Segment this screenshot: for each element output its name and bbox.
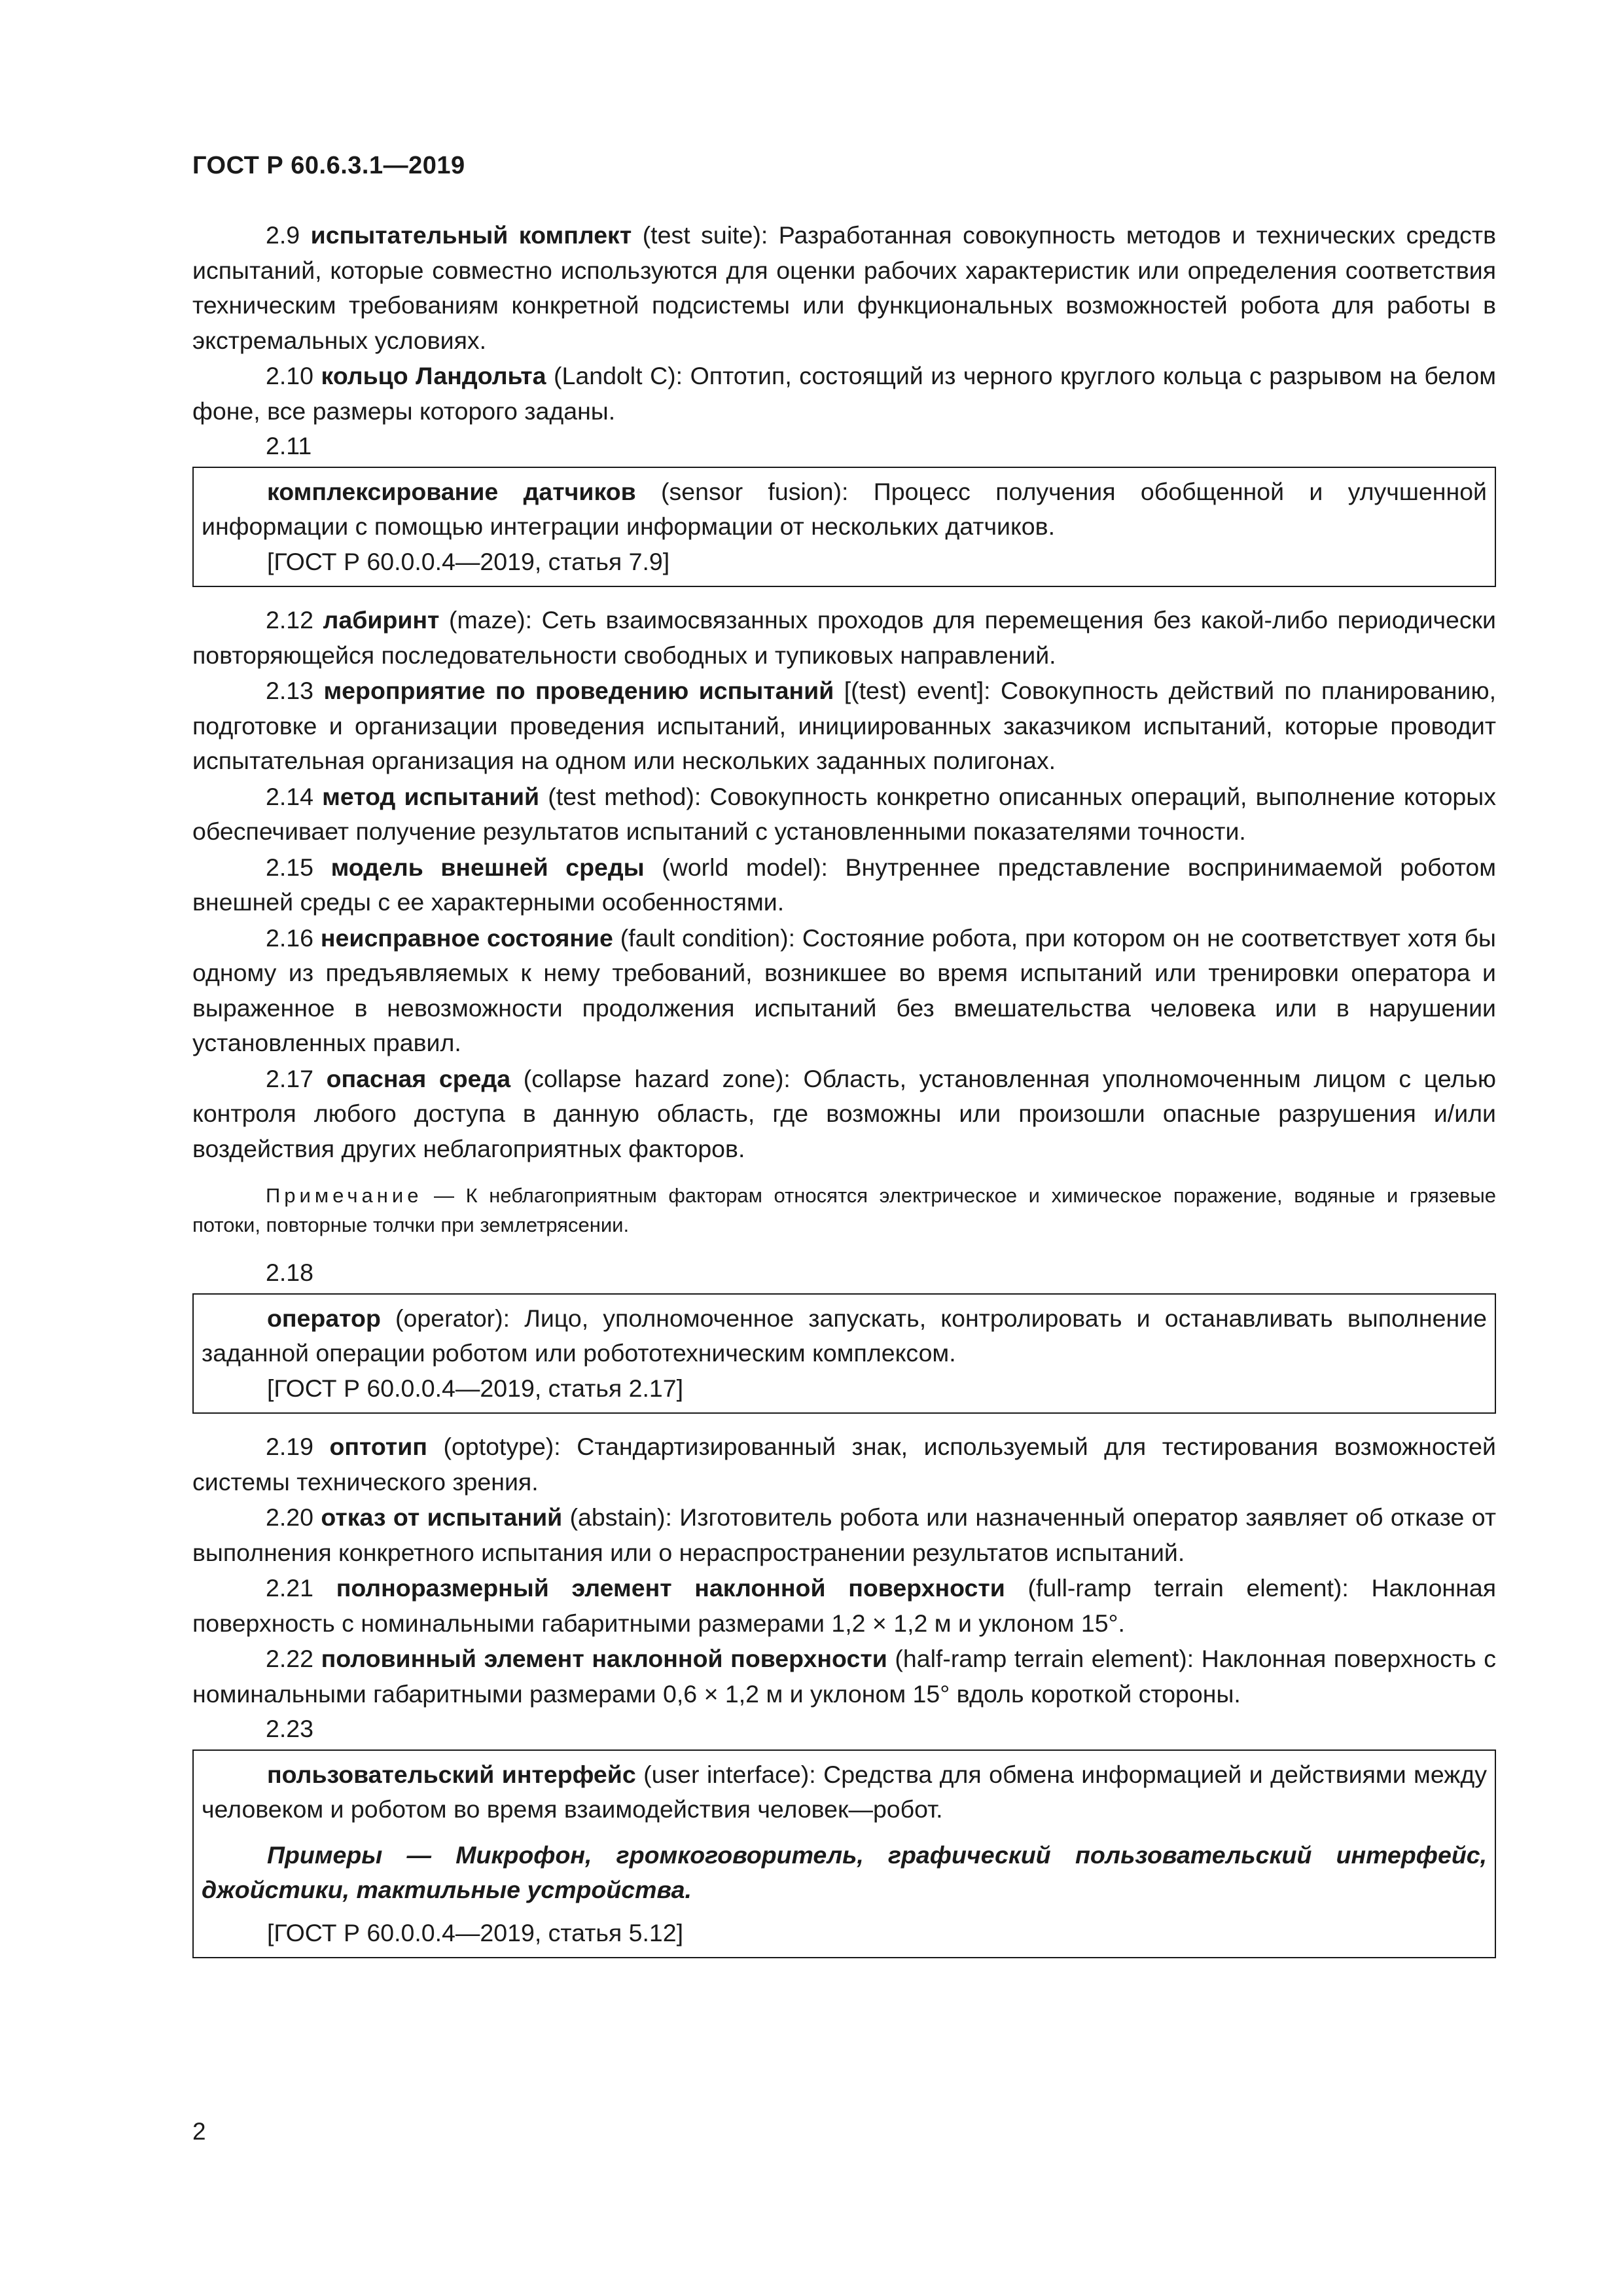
term-entry-2-12 [192, 603, 1496, 673]
term-entry-2-9 [192, 218, 1496, 358]
entry-number-2-11: 2.11 [266, 432, 312, 459]
term-definition: (Landolt C): Оптотип, состоящий из черного круглого кольца с разрывом на белом фоне, все размеры которого заданы. [192, 362, 1496, 425]
term-entry-2-22 [192, 1641, 1496, 1712]
boxed-definition [202, 475, 1487, 545]
entry-number-2-18: 2.18 [266, 1259, 313, 1286]
boxed-definition [202, 1757, 1487, 1827]
term-title: модель внешней среды [330, 853, 645, 881]
entry-number: 2.15 [266, 853, 313, 881]
term-definition: (optotype): Стандартизированный знак, используемый для тестирования возможностей системы технического зрения. [192, 1433, 1496, 1496]
term-title: комплексирование датчиков [267, 477, 636, 505]
entry-number: 2.20 [266, 1503, 313, 1531]
document-body [192, 218, 1496, 1974]
term-definition: (abstain): Изготовитель робота или назначенный оператор заявляет об отказе от выполнения конкретного испытания или о нераспространении результатов испытаний. [192, 1503, 1497, 1566]
term-definition: (world model): Внутреннее представление воспринимаемой роботом внешней среды с ее характерными особенностями. [192, 853, 1496, 916]
term-title: метод испытаний [322, 782, 540, 810]
term-title: опасная среда [326, 1064, 511, 1092]
term-definition: (maze): Сеть взаимосвязанных проходов для перемещения без какой-либо периодически повторяющейся последовательности свободных и тупиковых направлений. [192, 606, 1497, 669]
entry-number: 2.19 [266, 1433, 313, 1460]
source-reference: [ГОСТ Р 60.0.0.4—2019, статья 5.12] [267, 1918, 684, 1946]
entry-number: 2.13 [266, 677, 313, 704]
entry-number: 2.17 [266, 1064, 313, 1092]
term-entry-2-20 [192, 1500, 1496, 1570]
term-definition: (half-ramp terrain element): Наклонная поверхность с номинальными габаритными размерами 0,6 × 1,2 м и уклоном 15° вдоль короткой стороны. [192, 1645, 1496, 1708]
entry-number: 2.9 [266, 221, 300, 249]
term-title: мероприятие по проведению испытаний [323, 677, 834, 704]
term-title: кольцо Ландольта [321, 362, 546, 389]
source-reference: [ГОСТ Р 60.0.0.4—2019, статья 2.17] [267, 1374, 684, 1402]
entry-number: 2.10 [266, 362, 313, 389]
term-title: оптотип [329, 1433, 427, 1460]
boxed-term-2-23 [192, 1749, 1496, 1959]
term-title: пользовательский интерфейс [267, 1760, 636, 1788]
term-title: половинный элемент наклонной поверхности [321, 1645, 887, 1672]
document-code: ГОСТ Р 60.6.3.1—2019 [192, 152, 465, 179]
term-definition: (collapse hazard zone): Область, установленная уполномоченным лицом с целью контроля любого доступа в данную область, где возможны или произошли опасные разрушения и/или воздействия других неблагоприятных факторов. [192, 1064, 1496, 1162]
examples-text: Примеры — Микрофон, громкоговоритель, графический пользовательский интерфейс, джойстики, тактильные устройства. [202, 1840, 1487, 1903]
term-definition: (fault condition): Состояние робота, при котором он не соответствует хотя бы одному из предъявляемых к нему требований, возникшее во время испытаний или тренировки оператора и выраженное в невозможности продолжения испытаний без вмешательства человека или в нарушении установленных правил. [192, 924, 1496, 1056]
term-definition: [(test) event]: Совокупность действий по планированию, подготовке и организации проведения испытаний, инициированных заказчиком испытаний, которые проводит испытательная организация на одном или нескольких заданных полигонах. [192, 677, 1497, 774]
note-label: Примечание [266, 1184, 423, 1207]
term-entry-2-17 [192, 1062, 1496, 1167]
entry-number: 2.22 [266, 1645, 313, 1672]
term-entry-2-10 [192, 359, 1496, 429]
term-title: лабиринт [323, 606, 440, 634]
term-title: испытательный комплект [310, 221, 632, 249]
term-definition: (test suite): Разработанная совокупность методов и технических средств испытаний, которые совместно используются для оценки рабочих характеристик или определения соответствия техническим требованиям конкретной подсистемы или функциональных возможностей робота для работы в экстремальных условиях. [192, 221, 1496, 354]
boxed-definition [202, 1301, 1487, 1371]
boxed-term-2-18 [192, 1293, 1496, 1414]
entry-number: 2.16 [266, 924, 313, 952]
term-entry-2-15 [192, 850, 1496, 920]
term-title: неисправное состояние [320, 924, 613, 952]
source-reference: [ГОСТ Р 60.0.0.4—2019, статья 7.9] [267, 547, 670, 575]
entry-number-2-23: 2.23 [266, 1715, 313, 1742]
note-2-17 [192, 1181, 1496, 1240]
term-definition: (test method): Совокупность конкретно описанных операций, выполнение которых обеспечивает получение результатов испытаний с установленными показателями точности. [192, 782, 1496, 845]
term-entry-2-21 [192, 1571, 1496, 1641]
term-definition: (sensor fusion): Процесс получения обобщенной и улучшенной информации с помощью интеграции информации от нескольких датчиков. [202, 477, 1487, 540]
page-number: 2 [192, 2118, 206, 2145]
term-title: отказ от испытаний [321, 1503, 563, 1531]
boxed-term-2-11 [192, 467, 1496, 588]
note-text: — К неблагоприятным факторам относятся электрическое и химическое поражение, водяные и грязевые потоки, повторные толчки при землетрясении. [192, 1184, 1496, 1236]
term-title: полноразмерный элемент наклонной поверхности [336, 1574, 1005, 1602]
term-definition: (full-ramp terrain element): Наклонная поверхность с номинальными габаритными размерами 1,2 × 1,2 м и уклоном 15°. [192, 1574, 1497, 1637]
term-entry-2-14 [192, 780, 1496, 850]
term-definition: (operator): Лицо, уполномоченное запускать, контролировать и останавливать выполнение заданной операции роботом или робототехническим комплексом. [202, 1304, 1487, 1367]
entry-number: 2.14 [266, 782, 313, 810]
term-title: оператор [267, 1304, 381, 1332]
term-entry-2-19 [192, 1429, 1496, 1499]
entry-number: 2.21 [266, 1574, 313, 1602]
term-definition: (user interface): Средства для обмена информацией и действиями между человеком и роботом во время взаимодействия человек—робот. [202, 1760, 1487, 1823]
term-entry-2-13 [192, 673, 1496, 779]
term-entry-2-16 [192, 921, 1496, 1061]
entry-number: 2.12 [266, 606, 313, 634]
